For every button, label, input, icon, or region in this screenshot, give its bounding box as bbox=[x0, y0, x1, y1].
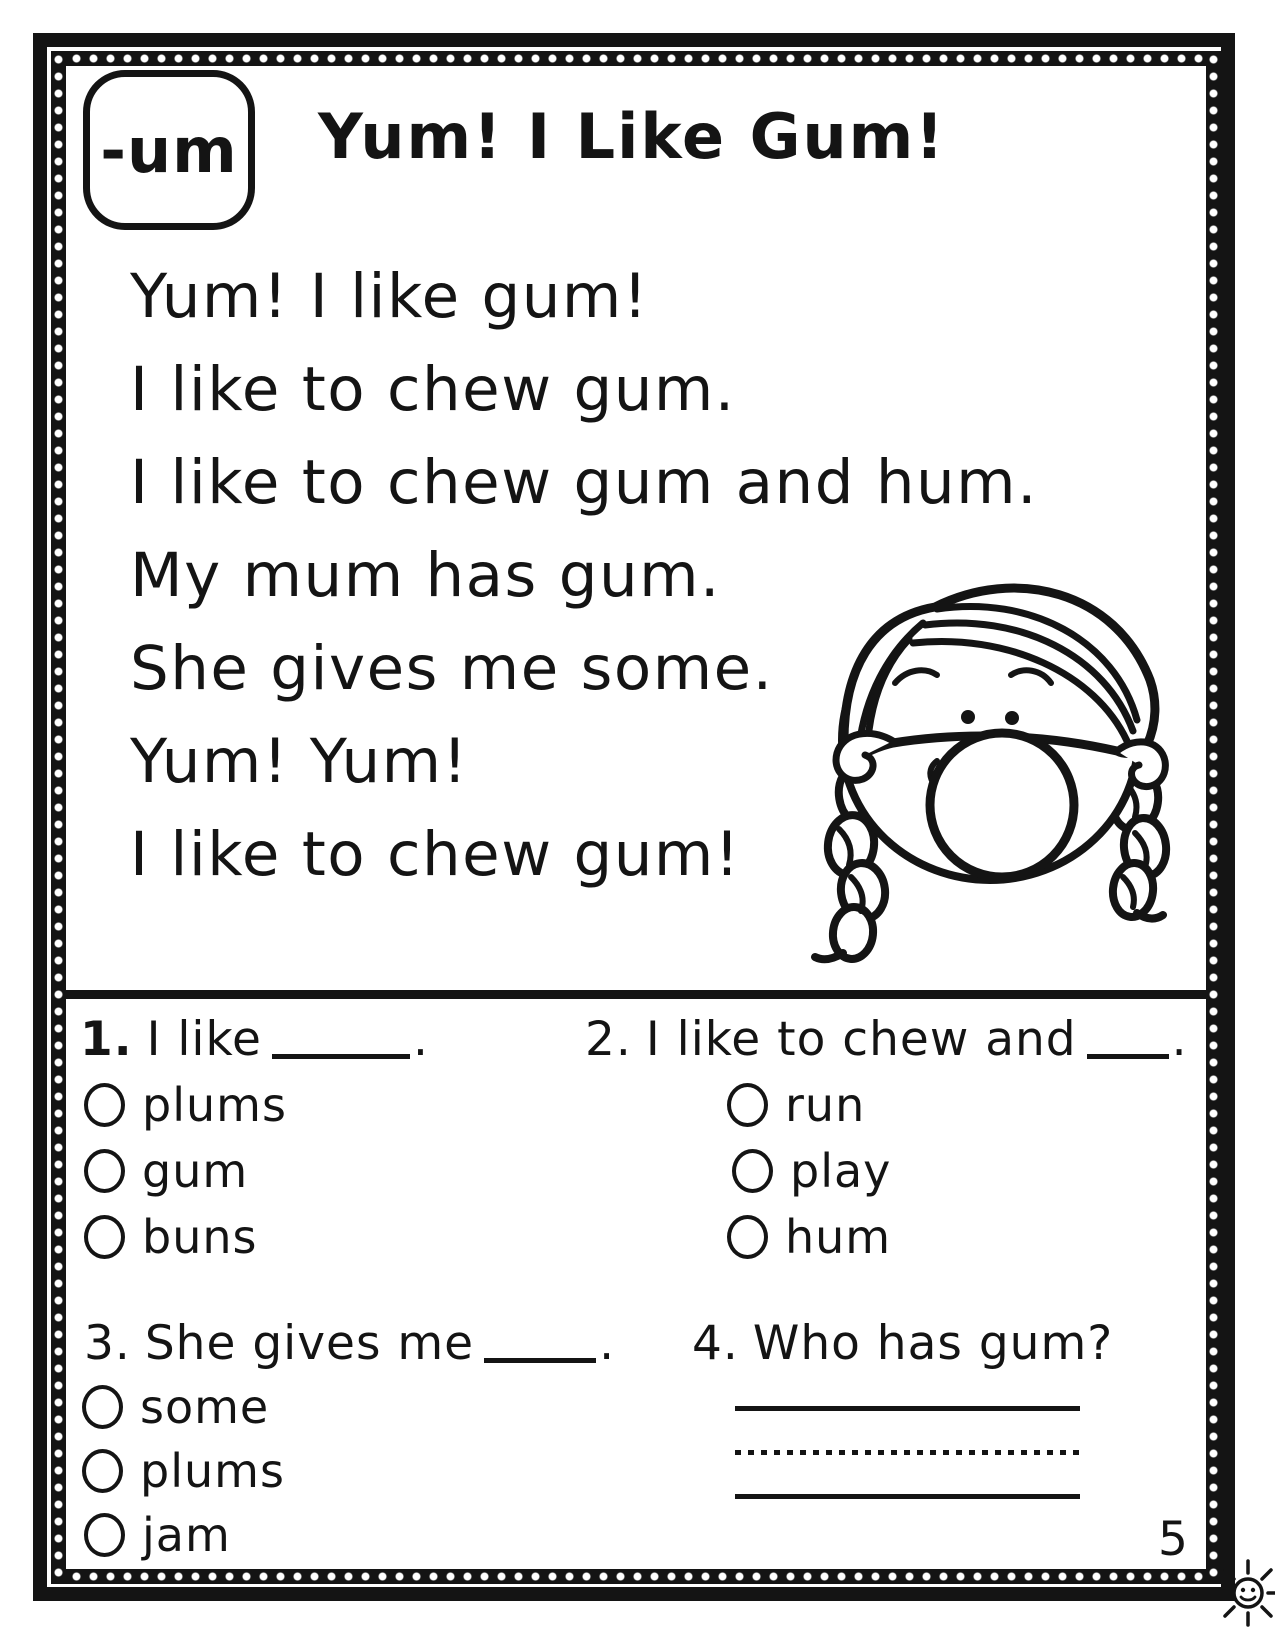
q2-option-play bbox=[732, 1144, 891, 1198]
option-label: gum bbox=[142, 1144, 249, 1198]
option-label: play bbox=[790, 1144, 892, 1198]
story-line: I like to chew gum. bbox=[130, 354, 736, 425]
q3-option-jam bbox=[84, 1508, 231, 1562]
question-1-prompt: 1. I like . bbox=[80, 1012, 429, 1067]
question-2-number: 2. bbox=[585, 1012, 632, 1067]
question-4-number: 4. bbox=[692, 1316, 739, 1371]
q2-option-hum bbox=[727, 1210, 891, 1264]
answer-bubble[interactable] bbox=[84, 1149, 125, 1193]
story-line: She gives me some. bbox=[130, 633, 774, 704]
fill-blank bbox=[1087, 1054, 1169, 1059]
question-2-text: I like to chew and bbox=[645, 1012, 1077, 1067]
section-divider bbox=[66, 990, 1206, 999]
option-label: hum bbox=[785, 1210, 892, 1264]
answer-bubble[interactable] bbox=[82, 1385, 123, 1429]
question-4-prompt bbox=[692, 1316, 1113, 1371]
story-line: Yum! I like gum! bbox=[130, 261, 649, 332]
story-line: Yum! Yum! bbox=[130, 726, 469, 797]
answer-bubble[interactable] bbox=[82, 1449, 123, 1493]
answer-bubble[interactable] bbox=[727, 1083, 768, 1127]
option-label: run bbox=[785, 1078, 866, 1132]
option-label: plums bbox=[140, 1444, 285, 1498]
right-eye bbox=[1005, 711, 1019, 725]
question-3-text: She gives me bbox=[144, 1316, 475, 1371]
question-1-text: I like bbox=[146, 1012, 262, 1067]
story-line: I like to chew gum and hum. bbox=[130, 447, 1038, 518]
girl-blowing-bubble-illustration bbox=[785, 545, 1195, 985]
answer-bubble[interactable] bbox=[84, 1215, 125, 1259]
fill-blank bbox=[484, 1358, 596, 1363]
q1-option-gum bbox=[84, 1144, 248, 1198]
word-family-label: -um bbox=[100, 113, 238, 187]
left-eye bbox=[961, 710, 975, 724]
handwriting-line-bottom[interactable] bbox=[735, 1494, 1080, 1499]
handwriting-line-top[interactable] bbox=[735, 1406, 1080, 1411]
answer-bubble[interactable] bbox=[84, 1083, 125, 1127]
page-number: 5 bbox=[1158, 1512, 1188, 1567]
option-label: plums bbox=[142, 1078, 287, 1132]
story-line: My mum has gum. bbox=[130, 540, 721, 611]
q2-option-run bbox=[727, 1078, 865, 1132]
q1-option-plums bbox=[84, 1078, 287, 1132]
handwriting-line-middle[interactable] bbox=[735, 1450, 1080, 1455]
question-3-number: 3. bbox=[84, 1316, 131, 1371]
word-family-badge bbox=[83, 70, 255, 230]
option-label: some bbox=[140, 1380, 270, 1434]
option-label: jam bbox=[142, 1508, 231, 1562]
answer-bubble[interactable] bbox=[84, 1513, 125, 1557]
answer-bubble[interactable] bbox=[732, 1149, 773, 1193]
question-2-prompt: 2. I like to chew and . bbox=[585, 1012, 1188, 1067]
question-4-text: Who has gum? bbox=[752, 1316, 1114, 1371]
q3-option-plums bbox=[82, 1444, 285, 1498]
q3-option-some bbox=[82, 1380, 269, 1434]
answer-bubble[interactable] bbox=[727, 1215, 768, 1259]
worksheet-title: Yum! I Like Gum! bbox=[318, 100, 946, 173]
fill-blank bbox=[272, 1054, 410, 1059]
story-line: I like to chew gum! bbox=[130, 819, 741, 890]
question-1-number: 1. bbox=[80, 1012, 133, 1067]
question-3-prompt: 3. She gives me . bbox=[84, 1316, 616, 1371]
option-label: buns bbox=[142, 1210, 258, 1264]
sun-smiley-icon bbox=[1212, 1557, 1275, 1629]
q1-option-buns bbox=[84, 1210, 257, 1264]
bubble bbox=[930, 733, 1074, 877]
